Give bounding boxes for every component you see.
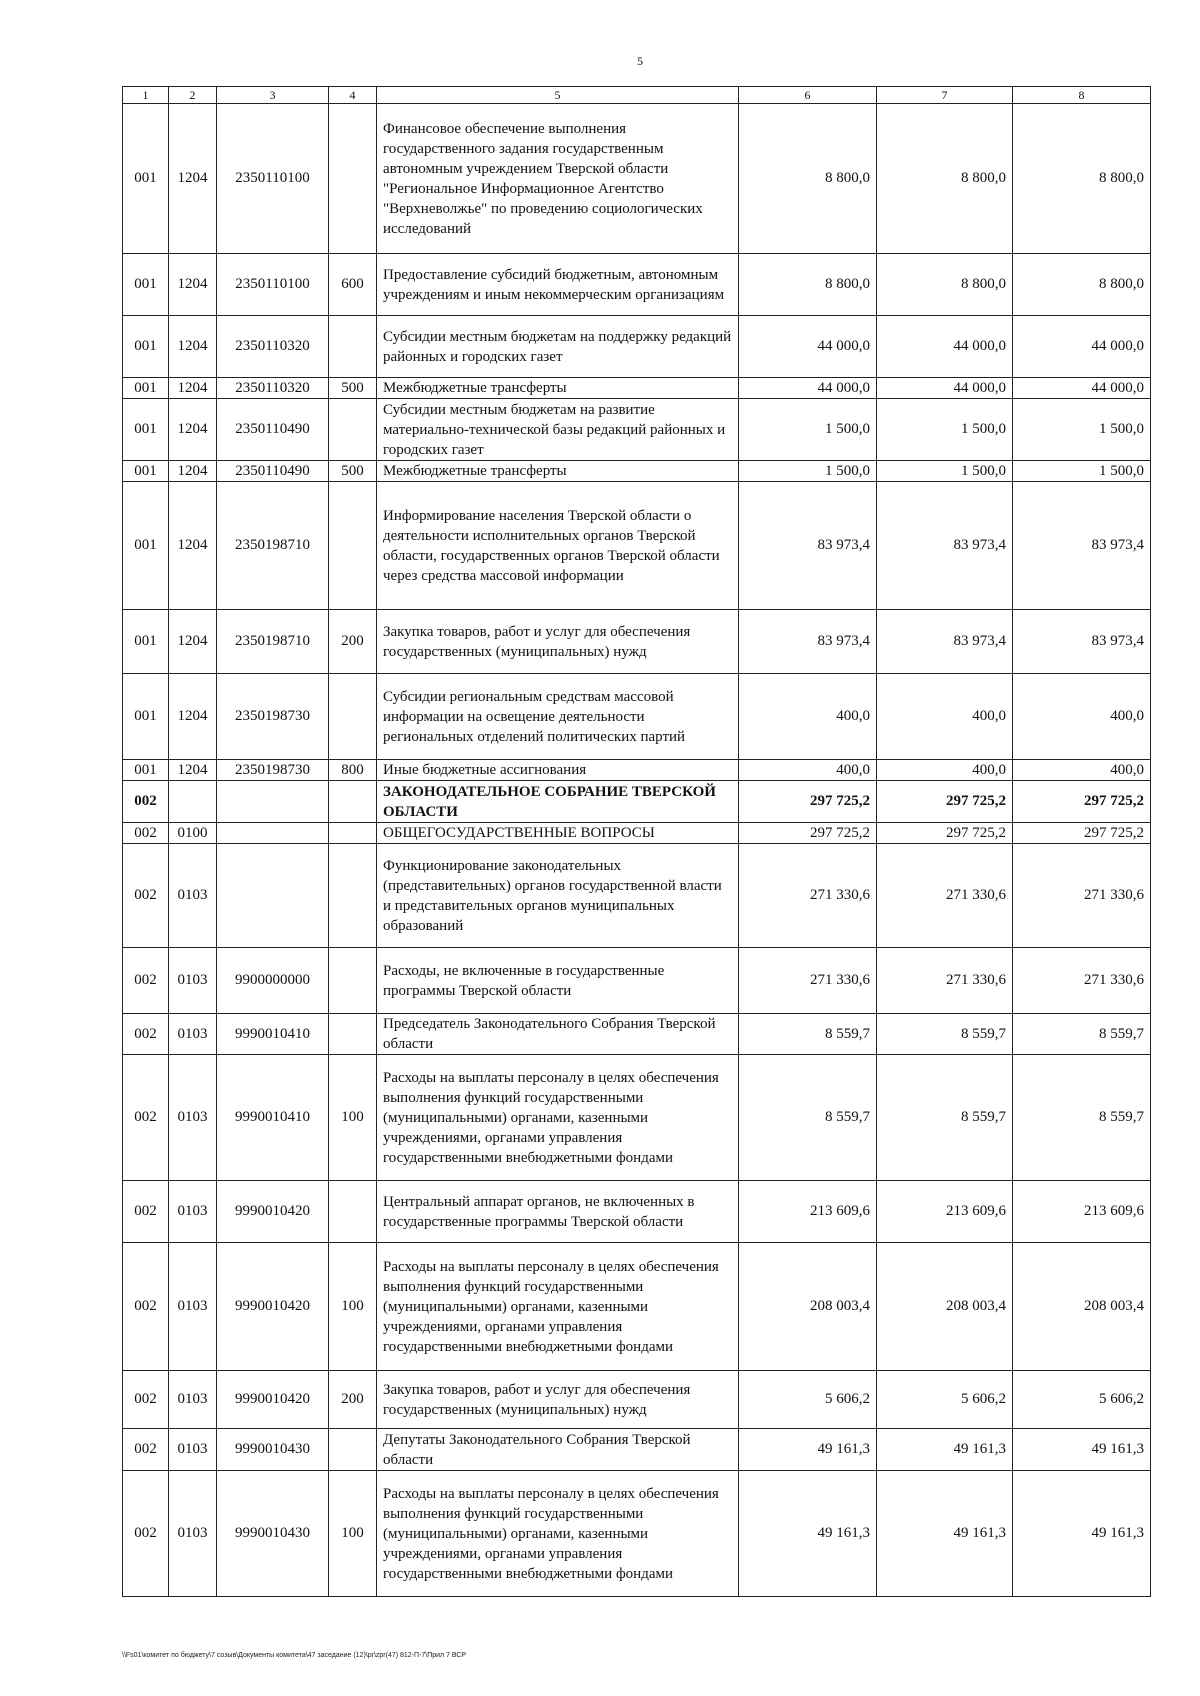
cell-section-code: 0103 bbox=[169, 1181, 217, 1243]
cell-target-article: 2350110320 bbox=[217, 378, 329, 399]
cell-amount-col7: 8 559,7 bbox=[877, 1055, 1013, 1181]
cell-description: Закупка товаров, работ и услуг для обеспечения государственных (муниципальных) нужд bbox=[377, 1371, 739, 1429]
table-row bbox=[123, 254, 1151, 316]
cell-expense-type bbox=[329, 399, 377, 461]
table-row bbox=[123, 1014, 1151, 1055]
cell-amount-col8: 1 500,0 bbox=[1013, 461, 1151, 482]
table-row bbox=[123, 378, 1151, 399]
cell-amount-col7: 8 800,0 bbox=[877, 254, 1013, 316]
cell-amount-col7: 83 973,4 bbox=[877, 482, 1013, 610]
cell-admin-code: 001 bbox=[123, 482, 169, 610]
cell-expense-type: 800 bbox=[329, 760, 377, 781]
cell-admin-code: 001 bbox=[123, 760, 169, 781]
cell-amount-col6: 213 609,6 bbox=[739, 1181, 877, 1243]
cell-description: Расходы на выплаты персоналу в целях обеспечения выполнения функций государственными (муниципальными) органами, казенными учреждениями, органами управления государственными внебюджетными фондами bbox=[377, 1471, 739, 1597]
cell-amount-col8: 400,0 bbox=[1013, 674, 1151, 760]
cell-amount-col6: 297 725,2 bbox=[739, 781, 877, 823]
cell-amount-col6: 49 161,3 bbox=[739, 1429, 877, 1471]
cell-target-article: 2350110100 bbox=[217, 254, 329, 316]
col-header-3: 3 bbox=[217, 87, 329, 104]
cell-section-code: 0103 bbox=[169, 1243, 217, 1371]
cell-target-article: 9990010410 bbox=[217, 1055, 329, 1181]
table-row bbox=[123, 1471, 1151, 1597]
cell-amount-col8: 8 559,7 bbox=[1013, 1014, 1151, 1055]
cell-expense-type bbox=[329, 1429, 377, 1471]
cell-target-article: 2350198710 bbox=[217, 610, 329, 674]
cell-target-article: 9990010430 bbox=[217, 1429, 329, 1471]
table-row bbox=[123, 610, 1151, 674]
col-header-5: 5 bbox=[377, 87, 739, 104]
col-header-1: 1 bbox=[123, 87, 169, 104]
table-row bbox=[123, 1371, 1151, 1429]
cell-expense-type: 100 bbox=[329, 1471, 377, 1597]
cell-description: Расходы, не включенные в государственные программы Тверской области bbox=[377, 948, 739, 1014]
cell-amount-col8: 44 000,0 bbox=[1013, 316, 1151, 378]
cell-section-code: 1204 bbox=[169, 674, 217, 760]
cell-admin-code: 001 bbox=[123, 610, 169, 674]
table-row bbox=[123, 104, 1151, 254]
cell-amount-col6: 8 800,0 bbox=[739, 104, 877, 254]
cell-section-code: 1204 bbox=[169, 316, 217, 378]
cell-expense-type: 100 bbox=[329, 1055, 377, 1181]
cell-section-code: 0103 bbox=[169, 1371, 217, 1429]
cell-target-article: 2350110490 bbox=[217, 399, 329, 461]
cell-amount-col7: 271 330,6 bbox=[877, 844, 1013, 948]
col-header-6: 6 bbox=[739, 87, 877, 104]
cell-amount-col7: 208 003,4 bbox=[877, 1243, 1013, 1371]
table-row bbox=[123, 948, 1151, 1014]
cell-amount-col6: 400,0 bbox=[739, 674, 877, 760]
cell-amount-col6: 271 330,6 bbox=[739, 948, 877, 1014]
cell-amount-col8: 297 725,2 bbox=[1013, 823, 1151, 844]
cell-section-code: 1204 bbox=[169, 610, 217, 674]
cell-admin-code: 001 bbox=[123, 316, 169, 378]
cell-admin-code: 002 bbox=[123, 1014, 169, 1055]
cell-amount-col8: 8 559,7 bbox=[1013, 1055, 1151, 1181]
cell-description: Иные бюджетные ассигнования bbox=[377, 760, 739, 781]
cell-expense-type bbox=[329, 781, 377, 823]
cell-amount-col8: 271 330,6 bbox=[1013, 948, 1151, 1014]
table-row bbox=[123, 461, 1151, 482]
table-row bbox=[123, 1243, 1151, 1371]
cell-admin-code: 002 bbox=[123, 781, 169, 823]
cell-target-article: 2350110490 bbox=[217, 461, 329, 482]
cell-section-code: 1204 bbox=[169, 104, 217, 254]
cell-amount-col6: 5 606,2 bbox=[739, 1371, 877, 1429]
col-header-2: 2 bbox=[169, 87, 217, 104]
cell-amount-col8: 5 606,2 bbox=[1013, 1371, 1151, 1429]
cell-amount-col7: 1 500,0 bbox=[877, 399, 1013, 461]
cell-target-article: 9990010420 bbox=[217, 1243, 329, 1371]
cell-section-code: 0100 bbox=[169, 823, 217, 844]
cell-amount-col7: 400,0 bbox=[877, 760, 1013, 781]
cell-amount-col6: 83 973,4 bbox=[739, 610, 877, 674]
cell-target-article: 2350198730 bbox=[217, 760, 329, 781]
cell-amount-col6: 8 559,7 bbox=[739, 1055, 877, 1181]
cell-amount-col6: 1 500,0 bbox=[739, 399, 877, 461]
cell-expense-type bbox=[329, 316, 377, 378]
cell-target-article: 9990010420 bbox=[217, 1181, 329, 1243]
cell-amount-col6: 44 000,0 bbox=[739, 378, 877, 399]
cell-amount-col8: 8 800,0 bbox=[1013, 254, 1151, 316]
cell-amount-col6: 44 000,0 bbox=[739, 316, 877, 378]
cell-amount-col8: 49 161,3 bbox=[1013, 1429, 1151, 1471]
budget-table bbox=[122, 86, 1151, 1597]
cell-amount-col8: 400,0 bbox=[1013, 760, 1151, 781]
cell-description: Субсидии региональным средствам массовой информации на освещение деятельности региональных отделений политических партий bbox=[377, 674, 739, 760]
cell-expense-type bbox=[329, 823, 377, 844]
cell-amount-col8: 83 973,4 bbox=[1013, 482, 1151, 610]
cell-expense-type: 200 bbox=[329, 1371, 377, 1429]
cell-amount-col7: 271 330,6 bbox=[877, 948, 1013, 1014]
cell-description: Председатель Законодательного Собрания Тверской области bbox=[377, 1014, 739, 1055]
table-row bbox=[123, 823, 1151, 844]
table-row bbox=[123, 844, 1151, 948]
cell-amount-col7: 297 725,2 bbox=[877, 823, 1013, 844]
cell-admin-code: 002 bbox=[123, 1429, 169, 1471]
cell-amount-col7: 49 161,3 bbox=[877, 1471, 1013, 1597]
cell-amount-col7: 297 725,2 bbox=[877, 781, 1013, 823]
table-row bbox=[123, 316, 1151, 378]
cell-expense-type bbox=[329, 1014, 377, 1055]
cell-description: Закупка товаров, работ и услуг для обеспечения государственных (муниципальных) нужд bbox=[377, 610, 739, 674]
cell-target-article bbox=[217, 781, 329, 823]
col-header-4: 4 bbox=[329, 87, 377, 104]
col-header-8: 8 bbox=[1013, 87, 1151, 104]
cell-amount-col8: 208 003,4 bbox=[1013, 1243, 1151, 1371]
cell-amount-col8: 83 973,4 bbox=[1013, 610, 1151, 674]
cell-amount-col6: 8 559,7 bbox=[739, 1014, 877, 1055]
cell-admin-code: 002 bbox=[123, 1243, 169, 1371]
cell-section-code: 1204 bbox=[169, 378, 217, 399]
cell-expense-type: 500 bbox=[329, 461, 377, 482]
cell-admin-code: 002 bbox=[123, 1471, 169, 1597]
cell-section-code: 0103 bbox=[169, 1429, 217, 1471]
cell-description: Расходы на выплаты персоналу в целях обеспечения выполнения функций государственными (муниципальными) органами, казенными учреждениями, органами управления государственными внебюджетными фондами bbox=[377, 1055, 739, 1181]
table-row bbox=[123, 1055, 1151, 1181]
cell-target-article: 9900000000 bbox=[217, 948, 329, 1014]
cell-description: Информирование населения Тверской области о деятельности исполнительных органов Тверской области, государственных органов Тверской области через средства массовой информации bbox=[377, 482, 739, 610]
cell-amount-col6: 49 161,3 bbox=[739, 1471, 877, 1597]
cell-amount-col6: 1 500,0 bbox=[739, 461, 877, 482]
cell-section-code: 0103 bbox=[169, 948, 217, 1014]
cell-admin-code: 001 bbox=[123, 399, 169, 461]
cell-admin-code: 001 bbox=[123, 378, 169, 399]
table-row bbox=[123, 760, 1151, 781]
cell-admin-code: 002 bbox=[123, 1055, 169, 1181]
cell-expense-type: 600 bbox=[329, 254, 377, 316]
cell-description: Финансовое обеспечение выполнения государственного задания государственным автономным учреждением Тверской области "Региональное Информационное Агентство "Верхневолжье" по проведению социологических исследований bbox=[377, 104, 739, 254]
cell-amount-col6: 8 800,0 bbox=[739, 254, 877, 316]
cell-description: Функционирование законодательных (представительных) органов государственной власти и представительных органов муниципальных образований bbox=[377, 844, 739, 948]
cell-amount-col7: 213 609,6 bbox=[877, 1181, 1013, 1243]
cell-expense-type: 500 bbox=[329, 378, 377, 399]
cell-amount-col7: 44 000,0 bbox=[877, 378, 1013, 399]
cell-expense-type bbox=[329, 674, 377, 760]
cell-description: Межбюджетные трансферты bbox=[377, 378, 739, 399]
cell-section-code: 1204 bbox=[169, 482, 217, 610]
cell-amount-col7: 400,0 bbox=[877, 674, 1013, 760]
cell-description: Предоставление субсидий бюджетным, автономным учреждениям и иным некоммерческим организациям bbox=[377, 254, 739, 316]
cell-admin-code: 002 bbox=[123, 948, 169, 1014]
cell-amount-col6: 271 330,6 bbox=[739, 844, 877, 948]
cell-description: Субсидии местным бюджетам на развитие материально-технической базы редакций районных и городских газет bbox=[377, 399, 739, 461]
cell-section-code: 1204 bbox=[169, 461, 217, 482]
cell-admin-code: 001 bbox=[123, 254, 169, 316]
cell-expense-type bbox=[329, 948, 377, 1014]
table-row bbox=[123, 482, 1151, 610]
cell-amount-col7: 5 606,2 bbox=[877, 1371, 1013, 1429]
cell-amount-col7: 1 500,0 bbox=[877, 461, 1013, 482]
cell-amount-col7: 49 161,3 bbox=[877, 1429, 1013, 1471]
cell-admin-code: 002 bbox=[123, 823, 169, 844]
cell-amount-col6: 400,0 bbox=[739, 760, 877, 781]
cell-description: Межбюджетные трансферты bbox=[377, 461, 739, 482]
cell-description: Центральный аппарат органов, не включенных в государственные программы Тверской области bbox=[377, 1181, 739, 1243]
cell-admin-code: 001 bbox=[123, 674, 169, 760]
cell-amount-col7: 8 800,0 bbox=[877, 104, 1013, 254]
cell-amount-col7: 44 000,0 bbox=[877, 316, 1013, 378]
cell-target-article bbox=[217, 823, 329, 844]
cell-description: Депутаты Законодательного Собрания Тверской области bbox=[377, 1429, 739, 1471]
cell-admin-code: 002 bbox=[123, 1371, 169, 1429]
table-row bbox=[123, 1429, 1151, 1471]
cell-section-code: 0103 bbox=[169, 1055, 217, 1181]
cell-amount-col8: 49 161,3 bbox=[1013, 1471, 1151, 1597]
cell-amount-col8: 213 609,6 bbox=[1013, 1181, 1151, 1243]
table-row bbox=[123, 399, 1151, 461]
cell-description: Расходы на выплаты персоналу в целях обеспечения выполнения функций государственными (муниципальными) органами, казенными учреждениями, органами управления государственными внебюджетными фондами bbox=[377, 1243, 739, 1371]
cell-target-article bbox=[217, 844, 329, 948]
cell-target-article: 9990010410 bbox=[217, 1014, 329, 1055]
cell-admin-code: 002 bbox=[123, 1181, 169, 1243]
cell-target-article: 2350110320 bbox=[217, 316, 329, 378]
page-number: 5 bbox=[637, 54, 643, 68]
table-row bbox=[123, 674, 1151, 760]
cell-amount-col8: 44 000,0 bbox=[1013, 378, 1151, 399]
cell-section-code: 0103 bbox=[169, 844, 217, 948]
cell-target-article: 9990010430 bbox=[217, 1471, 329, 1597]
column-header-row bbox=[123, 87, 1151, 104]
cell-expense-type bbox=[329, 482, 377, 610]
cell-description: ОБЩЕГОСУДАРСТВЕННЫЕ ВОПРОСЫ bbox=[377, 823, 739, 844]
cell-expense-type: 200 bbox=[329, 610, 377, 674]
col-header-7: 7 bbox=[877, 87, 1013, 104]
cell-expense-type: 100 bbox=[329, 1243, 377, 1371]
cell-amount-col8: 297 725,2 bbox=[1013, 781, 1151, 823]
cell-amount-col6: 83 973,4 bbox=[739, 482, 877, 610]
cell-amount-col8: 8 800,0 bbox=[1013, 104, 1151, 254]
cell-target-article: 9990010420 bbox=[217, 1371, 329, 1429]
cell-description: ЗАКОНОДАТЕЛЬНОЕ СОБРАНИЕ ТВЕРСКОЙ ОБЛАСТИ bbox=[377, 781, 739, 823]
footer-file-path: \\Fs01\комитет по бюджету\7 созыв\Документы комитета\47 заседание (12)\pr\zpr(47) 812-П-7\Прил 7 ВСР bbox=[122, 1652, 467, 1659]
cell-admin-code: 001 bbox=[123, 461, 169, 482]
cell-section-code: 1204 bbox=[169, 760, 217, 781]
cell-section-code bbox=[169, 781, 217, 823]
cell-description: Субсидии местным бюджетам на поддержку редакций районных и городских газет bbox=[377, 316, 739, 378]
cell-section-code: 1204 bbox=[169, 399, 217, 461]
cell-amount-col6: 208 003,4 bbox=[739, 1243, 877, 1371]
cell-target-article: 2350198710 bbox=[217, 482, 329, 610]
cell-expense-type bbox=[329, 104, 377, 254]
cell-amount-col8: 1 500,0 bbox=[1013, 399, 1151, 461]
cell-section-code: 1204 bbox=[169, 254, 217, 316]
table-row bbox=[123, 1181, 1151, 1243]
cell-amount-col7: 8 559,7 bbox=[877, 1014, 1013, 1055]
cell-admin-code: 001 bbox=[123, 104, 169, 254]
cell-section-code: 0103 bbox=[169, 1014, 217, 1055]
cell-target-article: 2350110100 bbox=[217, 104, 329, 254]
cell-amount-col7: 83 973,4 bbox=[877, 610, 1013, 674]
cell-target-article: 2350198730 bbox=[217, 674, 329, 760]
cell-admin-code: 002 bbox=[123, 844, 169, 948]
cell-expense-type bbox=[329, 1181, 377, 1243]
cell-amount-col8: 271 330,6 bbox=[1013, 844, 1151, 948]
cell-section-code: 0103 bbox=[169, 1471, 217, 1597]
cell-amount-col6: 297 725,2 bbox=[739, 823, 877, 844]
table-row bbox=[123, 781, 1151, 823]
cell-expense-type bbox=[329, 844, 377, 948]
